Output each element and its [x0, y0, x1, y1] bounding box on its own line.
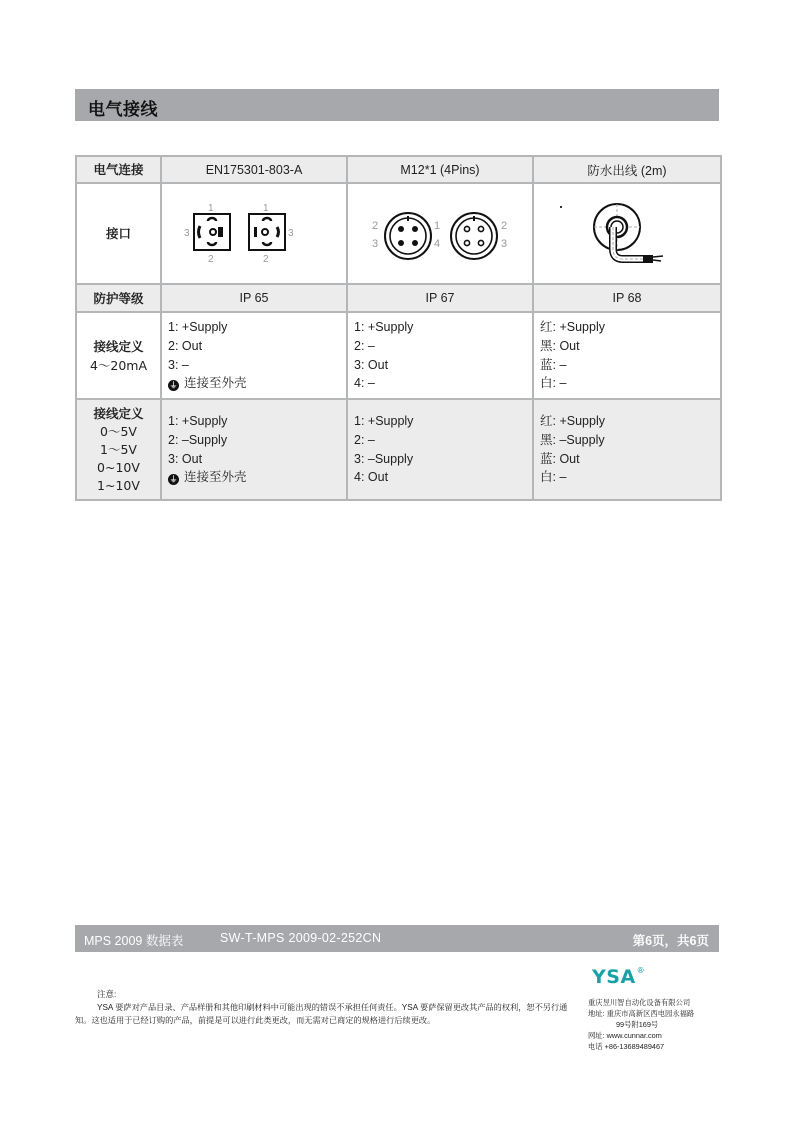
row-label-protection: 防护等级 — [76, 284, 161, 312]
wire-line: 黑: –Supply — [540, 432, 605, 447]
footer-product: MPS 2009 数据表 — [84, 934, 184, 948]
table-row-wiring-current — [76, 312, 721, 399]
svg-text:2: 2 — [263, 253, 269, 265]
pin-line: 3: Out — [168, 451, 203, 466]
ip-rating-din: IP 65 — [161, 284, 347, 312]
svg-text:2: 2 — [501, 219, 508, 232]
row-label-wiring-voltage — [76, 399, 161, 500]
ground-text: 连接至外壳 — [184, 376, 247, 391]
row-label-line: 接线定义 — [93, 405, 144, 421]
row-label-range: 0～5V — [100, 423, 137, 439]
logo-text: YSA — [592, 966, 636, 988]
company-address: 地址: 重庆市高新区西电园永福路 — [588, 1009, 695, 1018]
row-label-range: 1~10V — [97, 477, 140, 493]
wiring-current-cable — [533, 312, 721, 399]
wiring-current-din — [161, 312, 347, 399]
pin-line: 4: – — [354, 376, 375, 391]
registered-mark: ® — [636, 966, 646, 975]
company-website: 网址: www.cunnar.com — [588, 1031, 662, 1040]
wire-line: 红: +Supply — [540, 413, 605, 428]
section-header-bar — [75, 89, 719, 121]
row-label-wiring-current — [76, 312, 161, 399]
stray-dot — [560, 206, 562, 208]
notes-text: YSA 要萨对产品目录、产品样册和其他印刷材料中可能出现的错误不承担任何责任。YSA 要萨保留更改其产品的权利，恕不另行通知。这也适用于已经订购的产品，前提是可以进行此类更改，而无需对已商定的规格进行后续更改。 — [75, 1003, 568, 1025]
pin-line: 1: +Supply — [168, 413, 228, 428]
row-label-range: 0~10V — [97, 459, 140, 475]
company-address-line2: 99号附169号 — [616, 1020, 659, 1029]
row-label-range: 4～20mA — [89, 357, 148, 373]
notes-label: 注意: — [97, 989, 117, 999]
svg-text:2: 2 — [372, 219, 379, 232]
svg-text:4: 4 — [434, 237, 441, 250]
svg-text:3: 3 — [372, 237, 379, 250]
wiring-table — [75, 155, 722, 501]
footer-doc-code: SW-T-MPS 2009-02-252CN — [220, 931, 382, 945]
table-row-wiring-voltage — [76, 399, 721, 500]
pin-line: 2: –Supply — [168, 432, 228, 447]
svg-text:1: 1 — [263, 202, 269, 214]
wiring-voltage-m12 — [347, 399, 533, 500]
footer-bar — [75, 925, 719, 952]
footer-page-number: 第6页，共6页 — [632, 934, 709, 948]
row-label-line: 接线定义 — [93, 338, 144, 354]
pin-line: 2: – — [354, 432, 375, 447]
cable-connector-cell — [533, 183, 721, 284]
cable-gland-icon — [577, 199, 687, 269]
col-header-cable: 防水出线 (2m) — [533, 156, 721, 183]
company-name: 重庆昱川智自动化设备有限公司 — [588, 998, 691, 1007]
pin-line: 2: Out — [168, 338, 203, 353]
wire-line: 蓝: Out — [540, 451, 580, 466]
pin-line: 1: +Supply — [354, 413, 414, 428]
pin-line: 1: +Supply — [354, 319, 414, 334]
section-title: 电气接线 — [88, 100, 158, 120]
ground-line — [168, 374, 346, 393]
wiring-voltage-cable — [533, 399, 721, 500]
table-row-protection — [76, 284, 721, 312]
pin-line: 3: – — [168, 357, 189, 372]
company-logo — [592, 966, 645, 988]
din-connector-icon — [184, 202, 324, 266]
wiring-voltage-din — [161, 399, 347, 500]
wiring-current-m12 — [347, 312, 533, 399]
company-phone: 电话 +86-13689489467 — [588, 1042, 665, 1051]
wire-line: 白: – — [540, 470, 567, 485]
wire-line: 白: – — [540, 376, 567, 391]
svg-text:1: 1 — [208, 202, 214, 214]
col-header-din: EN175301-803-A — [161, 156, 347, 183]
table-header-row — [76, 156, 721, 183]
ground-text: 连接至外壳 — [184, 470, 247, 485]
col-header-m12: M12*1 (4Pins) — [347, 156, 533, 183]
din-connector-cell — [161, 183, 347, 284]
wire-line: 蓝: – — [540, 357, 567, 372]
row-label-range: 1～5V — [100, 441, 137, 457]
ip-rating-cable: IP 68 — [533, 284, 721, 312]
ground-line — [168, 468, 346, 487]
ip-rating-m12: IP 67 — [347, 284, 533, 312]
svg-text:1: 1 — [434, 219, 441, 232]
svg-text:3: 3 — [501, 237, 508, 250]
pin-line: 3: Out — [354, 357, 389, 372]
pin-line: 3: –Supply — [354, 451, 414, 466]
wire-line: 红: +Supply — [540, 319, 605, 334]
svg-text:3: 3 — [288, 227, 294, 239]
company-info — [588, 997, 694, 1052]
pin-line: 4: Out — [354, 470, 389, 485]
pin-line: 1: +Supply — [168, 319, 228, 334]
svg-text:2: 2 — [208, 253, 214, 265]
row-label-interface: 接口 — [76, 183, 161, 284]
m12-connector-cell — [347, 183, 533, 284]
ground-icon: ⏚ — [169, 475, 178, 485]
svg-text:3: 3 — [184, 227, 190, 239]
ground-icon: ⏚ — [169, 381, 178, 391]
table-row-interface — [76, 183, 721, 284]
row-label-connection: 电气连接 — [76, 156, 161, 183]
wire-line: 黑: Out — [540, 338, 580, 353]
pin-line: 2: – — [354, 338, 375, 353]
m12-connector-icon — [370, 202, 510, 266]
